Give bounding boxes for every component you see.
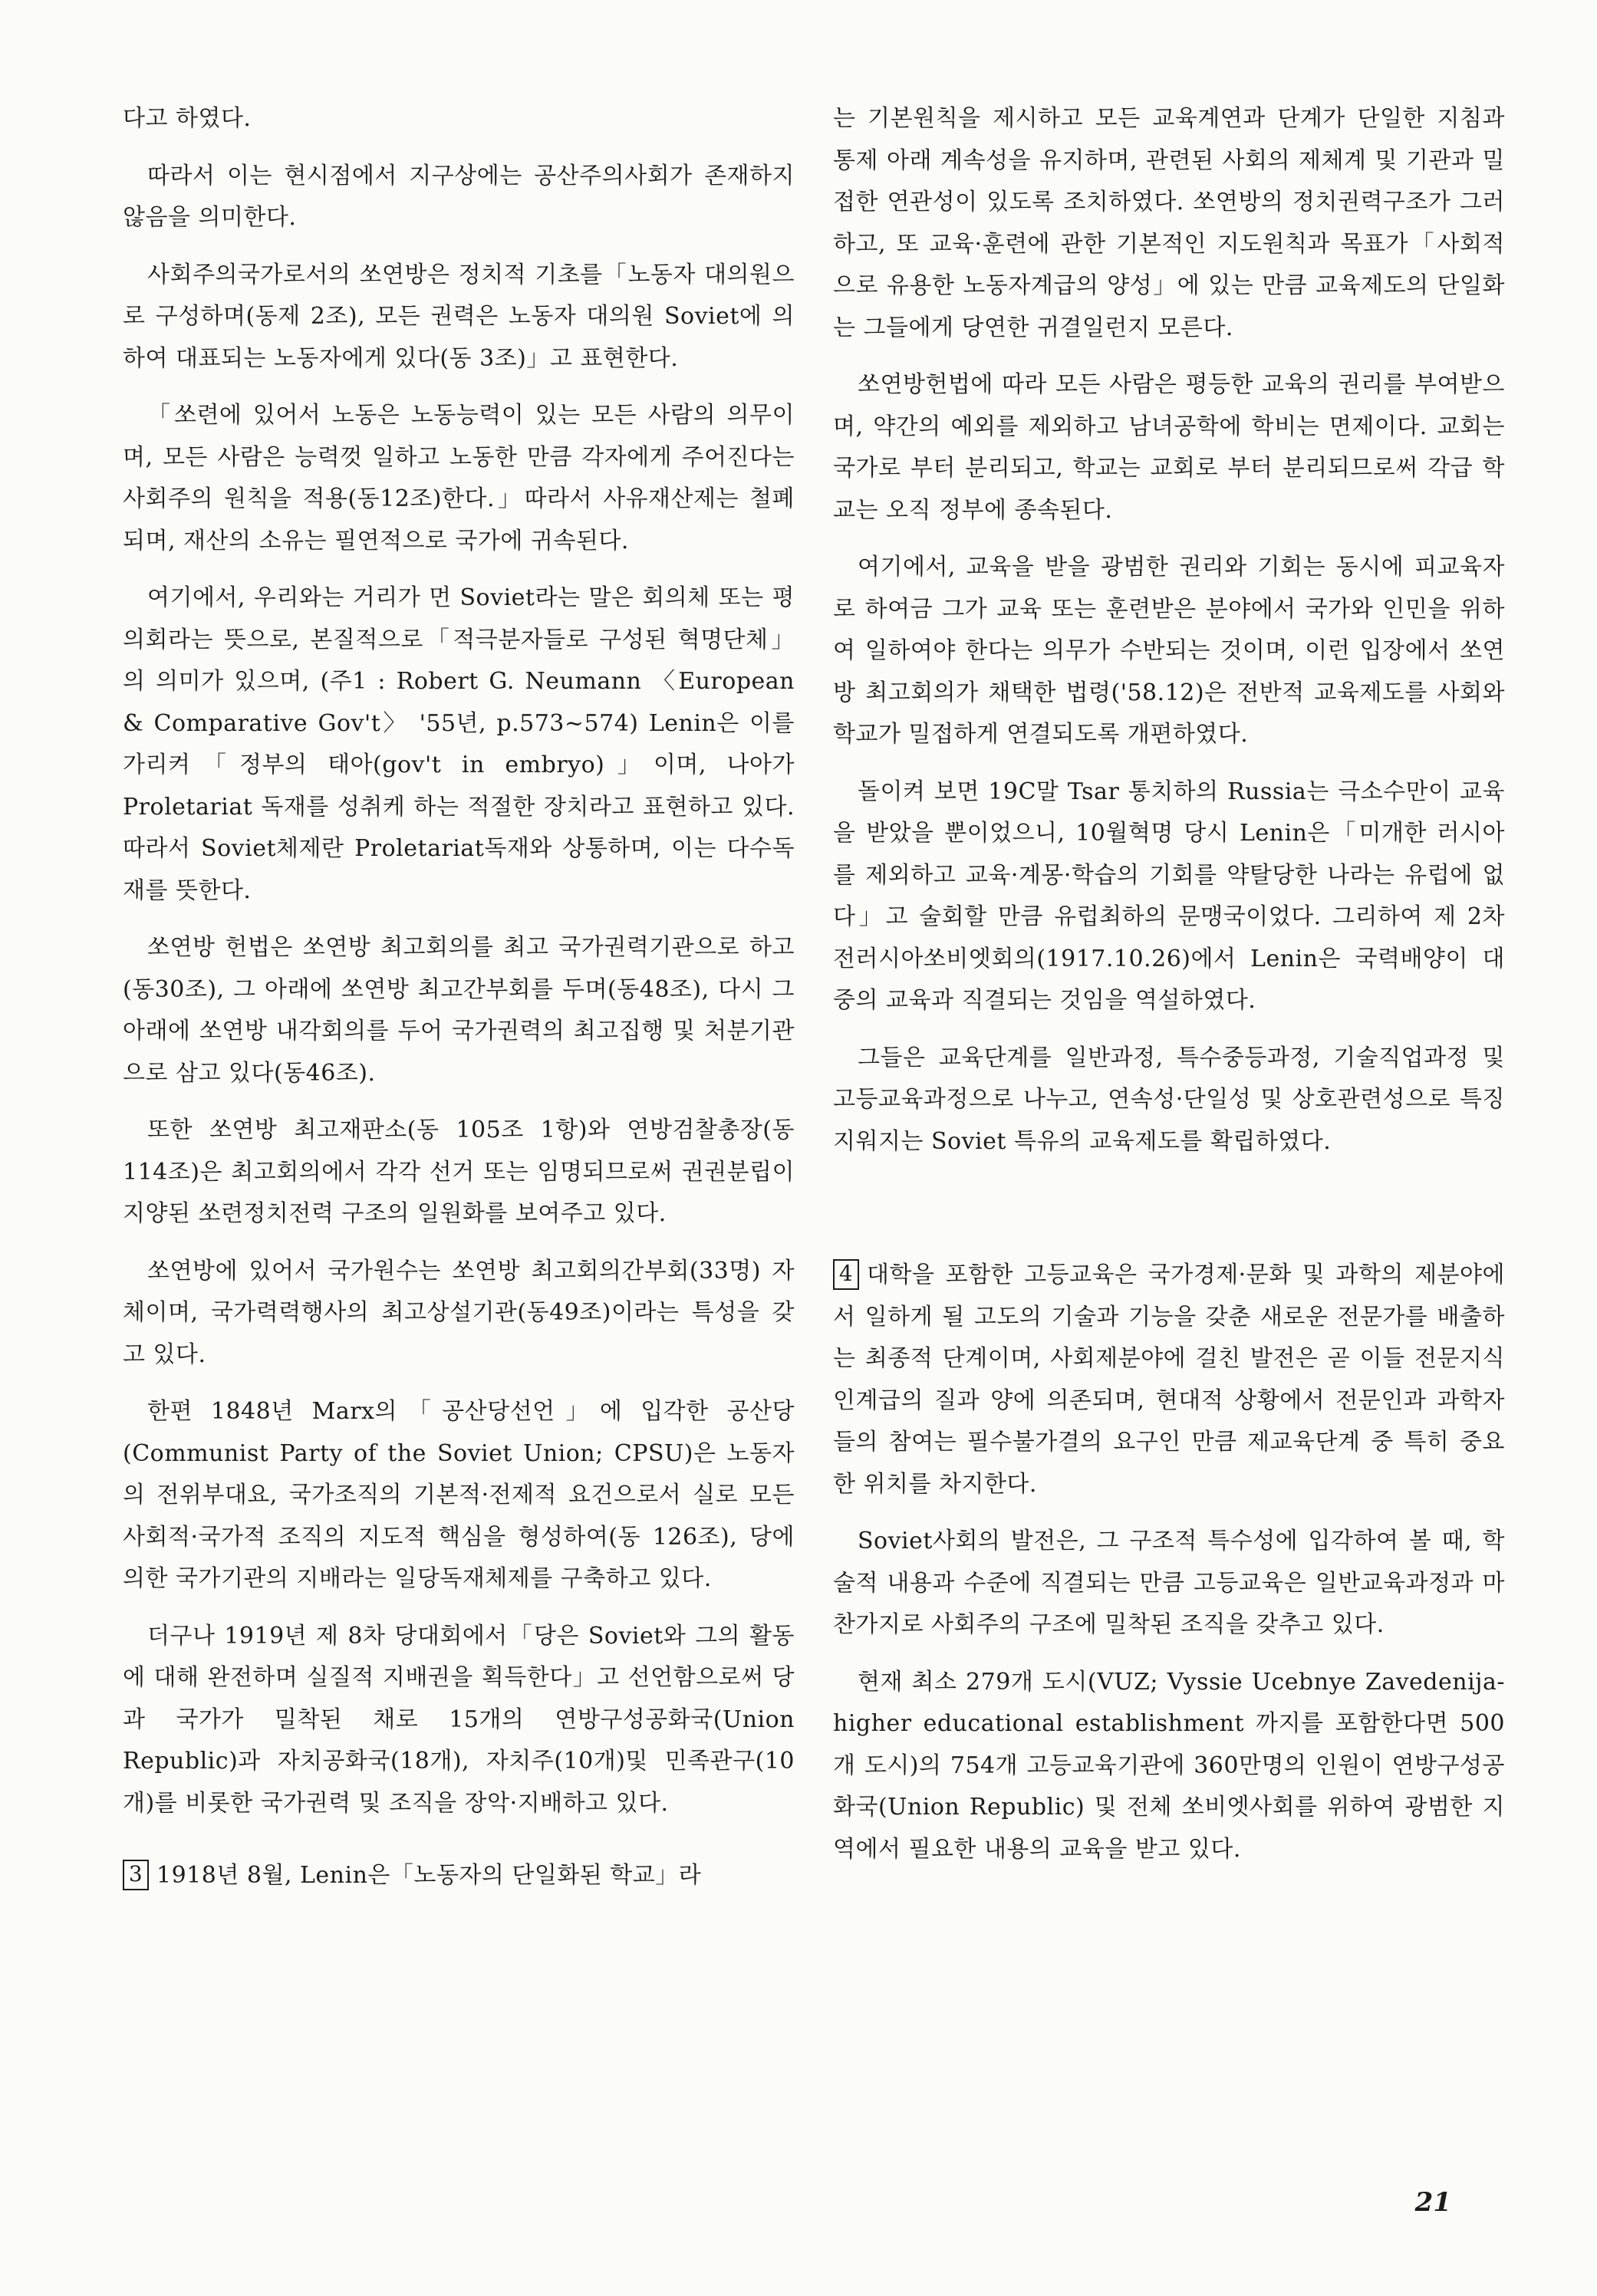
section-number-box: 3 bbox=[123, 1860, 149, 1890]
paragraph: 다고 하였다. bbox=[123, 105, 252, 132]
paragraph: 현재 최소 279개 도시(VUZ; Vyssie Ucebnye Zavedenija-higher educational establishment 까지를 포함한다면 500개 도시)의 754개 고등교육기관에 360만명의 인원이 연방구성공화국(Union Republic) 및 전체 쏘비엣사회를 위하여 광범한 지역에서 필요한 내용의 교육을 받고 있다. bbox=[833, 1668, 1505, 1863]
paragraph: 는 기본원칙을 제시하고 모든 교육계연과 단계가 단일한 지침과 통제 아래 계속성을 유지하며, 관련된 사회의 제체계 및 기관과 밀접한 연관성이 있도록 조치하였다. 쏘연방의 정치권력구조가 그러하고, 또 교육·훈련에 관한 기본적인 지도원칙과 목표가「사회적으로 유용한 노동자계급의 양성」에 있는 만큼 교육제도의 단일화는 그들에게 당연한 귀결일런지 모른다. bbox=[833, 105, 1505, 341]
paragraph: 쏘연방 헌법은 쏘연방 최고회의를 최고 국가권력기관으로 하고(동30조), 그 아래에 쏘연방 최고간부회를 두며(동48조), 다시 그 아래에 쏘연방 내각회의를 두어 국가권력의 최고집행 및 처분기관으로 삼고 있다(동46조). bbox=[123, 934, 795, 1087]
paragraph: 「쏘련에 있어서 노동은 노동능력이 있는 모든 사람의 의무이며, 모든 사람은 능력껏 일하고 노동한 만큼 각자에게 주어진다는 사회주의 원칙을 적용(동12조)한다.」따라서 사유재산제는 철폐되며, 재산의 소유는 필연적으로 국가에 귀속된다. bbox=[123, 402, 795, 554]
section-4 bbox=[833, 1255, 1505, 1870]
paragraph: Soviet사회의 발전은, 그 구조적 특수성에 입각하여 볼 때, 학술적 내용과 수준에 직결되는 만큼 고등교육은 일반교육과정과 마찬가지로 사회주의 구조에 밀착된 조직을 갖추고 있다. bbox=[833, 1528, 1505, 1638]
paragraph: 쏘연방에 있어서 국가원수는 쏘연방 최고회의간부회(33명) 자체이며, 국가력력행사의 최고상설기관(동49조)이라는 특성을 갖고 있다. bbox=[123, 1257, 795, 1368]
page-number: 21 bbox=[1414, 2187, 1451, 2218]
left-column bbox=[123, 98, 795, 1913]
paragraph: 여기에서, 교육을 받을 광범한 권리와 기회는 동시에 피교육자로 하여금 그가 교육 또는 훈련받은 분야에서 국가와 인민을 위하여 일하여야 한다는 의무가 수반되는 것이며, 이런 입장에서 쏘연방 최고회의가 채택한 법령('58.12)은 전반적 교육제도를 사회와 학교가 밀접하게 연결되도록 개편하였다. bbox=[833, 554, 1505, 748]
section-3-text: 1918년 8월, Lenin은「노동자의 단일화된 학교」라 bbox=[156, 1862, 702, 1889]
paragraph: 쏘연방헌법에 따라 모든 사람은 평등한 교육의 권리를 부여받으며, 약간의 예외를 제외하고 남녀공학에 학비는 면제이다. 교회는 국가로 부터 분리되고, 학교는 교회로 부터 분리되므로써 각급 학교는 오직 정부에 종속된다. bbox=[833, 371, 1505, 524]
paragraph: 그들은 교육단계를 일반과정, 특수중등과정, 기술직업과정 및 고등교육과정으로 나누고, 연속성·단일성 및 상호관련성으로 특징지워지는 Soviet 특유의 교육제도를 확립하였다. bbox=[833, 1044, 1505, 1155]
paragraph: 따라서 이는 현시점에서 지구상에는 공산주의사회가 존재하지 않음을 의미한다. bbox=[123, 162, 795, 231]
section-3-paragraph bbox=[123, 1855, 795, 1897]
paragraph: 여기에서, 우리와는 거리가 먼 Soviet라는 말은 회의체 또는 평의회라는 뜻으로, 본질적으로「적극분자들로 구성된 혁명단체」의 의미가 있으며, (주1 : Robert G. Neumann 〈European & Comparative Gov't〉 '55년, p.573~574) Lenin은 이를 가리켜「정부의 태아(gov't in embryo)」이며, 나아가 Proletariat 독재를 성취케 하는 적절한 장치라고 표현하고 있다. 따라서 Soviet체제란 Proletariat독재와 상통하며, 이는 다수독재를 뜻한다. bbox=[123, 584, 795, 904]
paragraph: 한편 1848년 Marx의「공산당선언」에 입각한 공산당(Communist Party of the Soviet Union; CPSU)은 노동자의 전위부대요, 국가조직의 기본적·전제적 요건으로서 실로 모든 사회적·국가적 조직의 지도적 핵심을 형성하여(동 126조), 당에 의한 국가기관의 지배라는 일당독재체제를 구축하고 있다. bbox=[123, 1398, 795, 1592]
paragraph: 또한 쏘연방 최고재판소(동 105조 1항)와 연방검찰총장(동 114조)은 최고회의에서 각각 선거 또는 임명되므로써 권권분립이 지양된 쏘련정치전력 구조의 일원화를 보여주고 있다. bbox=[123, 1117, 795, 1227]
section-number-box: 4 bbox=[833, 1259, 859, 1290]
right-column bbox=[833, 98, 1505, 1886]
paragraph: 돌이켜 보면 19C말 Tsar 통치하의 Russia는 극소수만이 교육을 받았을 뿐이었으니, 10월혁명 당시 Lenin은「미개한 러시아를 제외하고 교육·계몽·학습의 기회를 약탈당한 나라는 유럽에 없다」고 술회할 만큼 유럽최하의 문맹국이었다. 그리하여 제 2차 전러시아쏘비엣회의(1917.10.26)에서 Lenin은 국력배양이 대중의 교육과 직결되는 것임을 역설하였다. bbox=[833, 778, 1505, 1014]
section-4-text: 대학을 포함한 고등교육은 국가경제·문화 및 과학의 제분야에서 일하게 될 고도의 기술과 기능을 갖춘 새로운 전문가를 배출하는 최종적 단계이며, 사회제분야에 걸친 발전은 곧 이들 전문지식인계급의 질과 양에 의존되며, 현대적 상황에서 전문인과 과학자들의 참여는 필수불가결의 요구인 만큼 제교육단계 중 특히 중요한 위치를 차지한다. bbox=[833, 1261, 1505, 1498]
paragraph: 더구나 1919년 제 8차 당대회에서「당은 Soviet와 그의 활동에 대해 완전하며 실질적 지배권을 획득한다」고 선언함으로써 당과 국가가 밀착된 채로 15개의 연방구성공화국(Union Republic)과 자치공화국(18개), 자치주(10개)및 민족관구(10개)를 비롯한 국가권력 및 조직을 장악·지배하고 있다. bbox=[123, 1622, 795, 1817]
section-4-paragraph bbox=[833, 1255, 1505, 1505]
paragraph: 사회주의국가로서의 쏘연방은 정치적 기초를「노동자 대의원으로 구성하며(동제 2조), 모든 권력은 노동자 대의원 Soviet에 의하여 대표되는 노동자에게 있다(동 3조)」고 표현한다. bbox=[123, 261, 795, 372]
